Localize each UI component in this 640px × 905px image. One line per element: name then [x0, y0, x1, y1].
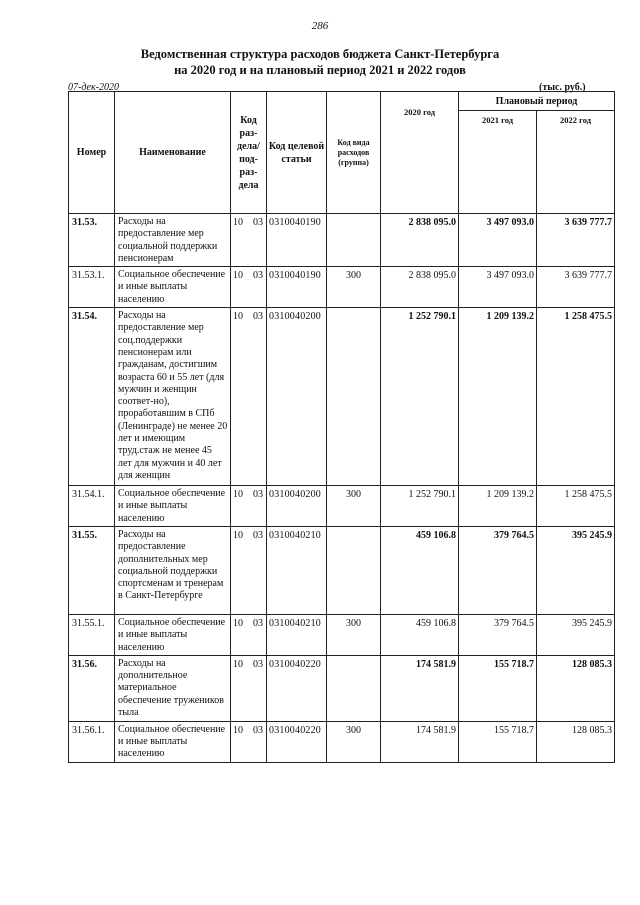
row-amount-2020: 459 106.8 [381, 614, 459, 655]
row-target-code: 0310040220 [267, 721, 327, 762]
document-date: 07-дек-2020 [68, 82, 119, 93]
row-amount-2021: 3 497 093.0 [459, 267, 537, 308]
table-row [69, 526, 615, 614]
row-target-code: 0310040210 [267, 614, 327, 655]
row-target-code: 0310040210 [267, 526, 327, 614]
row-amount-2022: 3 639 777.7 [537, 267, 615, 308]
section-code: 10 [233, 529, 243, 541]
row-amount-2021: 379 764.5 [459, 526, 537, 614]
row-amount-2022: 128 085.3 [537, 655, 615, 721]
section-code: 10 [233, 311, 243, 323]
section-code: 10 [233, 217, 243, 228]
table-body [69, 214, 615, 763]
header-year-2021: 2021 год [459, 111, 537, 214]
row-amount-2021: 155 718.7 [459, 721, 537, 762]
table-row [69, 214, 615, 267]
row-expense-type [327, 214, 381, 267]
row-amount-2022: 395 245.9 [537, 614, 615, 655]
row-amount-2021: 379 764.5 [459, 614, 537, 655]
row-section-code [231, 655, 267, 721]
row-amount-2022: 3 639 777.7 [537, 214, 615, 267]
row-expense-type: 300 [327, 614, 381, 655]
row-name: Расходы на предоставление дополнительных мер социальной поддержки спортсменам и тренерам в Санкт-Петербурге [115, 526, 231, 614]
section-code: 10 [233, 658, 243, 670]
header-section-code: Код раз-дела/ под-раз-дела [231, 92, 267, 214]
row-amount-2021: 1 209 139.2 [459, 486, 537, 527]
subsection-code: 03 [253, 489, 263, 501]
row-amount-2020: 174 581.9 [381, 721, 459, 762]
title-line-1: Ведомственная структура расходов бюджета Санкт-Петербурга [140, 47, 500, 61]
budget-table [68, 91, 615, 763]
row-expense-type [327, 526, 381, 614]
row-name: Расходы на дополнительное материальное обеспечение тружеников тыла [115, 655, 231, 721]
row-amount-2020: 2 838 095.0 [381, 267, 459, 308]
header-year-2022: 2022 год [537, 111, 615, 214]
row-section-code [231, 614, 267, 655]
subsection-code: 03 [253, 658, 263, 670]
row-amount-2020: 1 252 790.1 [381, 486, 459, 527]
header-plan-period: Плановый период [459, 92, 615, 111]
row-name: Социальное обеспечение и иные выплаты населению [115, 486, 231, 527]
table-row [69, 655, 615, 721]
row-target-code: 0310040190 [267, 267, 327, 308]
document-title [0, 46, 640, 78]
row-target-code: 0310040190 [267, 214, 327, 267]
row-amount-2022: 395 245.9 [537, 526, 615, 614]
row-target-code: 0310040200 [267, 486, 327, 527]
row-amount-2021: 155 718.7 [459, 655, 537, 721]
row-amount-2020: 2 838 095.0 [381, 214, 459, 267]
section-code: 10 [233, 724, 243, 736]
section-code: 10 [233, 489, 243, 501]
row-name: Социальное обеспечение и иные выплаты населению [115, 721, 231, 762]
row-number: 31.56. [69, 655, 115, 721]
row-number: 31.56.1. [69, 721, 115, 762]
section-code: 10 [233, 270, 243, 282]
row-amount-2021: 1 209 139.2 [459, 308, 537, 486]
row-section-code [231, 721, 267, 762]
row-name: Расходы на предоставление мер соц.поддержки пенсионерам или гражданам, достигшим возраста 60 и 55 лет (для мужчин и женщин соответ-но), проработавшим в СПб (Ленинграде) не менее 20 лет и имеющим труд.стаж не менее 45 лет для мужчин и 40 лет для женщин [115, 308, 231, 486]
page-number: 286 [311, 20, 329, 32]
subsection-code: 03 [253, 529, 263, 541]
table-row [69, 267, 615, 308]
row-amount-2022: 1 258 475.5 [537, 308, 615, 486]
row-expense-type: 300 [327, 721, 381, 762]
header-number: Номер [69, 92, 115, 214]
row-section-code [231, 214, 267, 267]
row-amount-2022: 1 258 475.5 [537, 486, 615, 527]
row-expense-type: 300 [327, 486, 381, 527]
subsection-code: 03 [253, 311, 263, 323]
row-amount-2020: 174 581.9 [381, 655, 459, 721]
row-expense-type [327, 308, 381, 486]
row-amount-2020: 1 252 790.1 [381, 308, 459, 486]
header-name: Наименование [115, 92, 231, 214]
row-number: 31.55. [69, 526, 115, 614]
row-number: 31.54. [69, 308, 115, 486]
row-section-code [231, 486, 267, 527]
subsection-code: 03 [253, 217, 263, 228]
row-number: 31.53. [69, 214, 115, 267]
table-row [69, 721, 615, 762]
row-name: Социальное обеспечение и иные выплаты населению [115, 267, 231, 308]
row-section-code [231, 308, 267, 486]
header-year-2020: 2020 год [381, 92, 459, 214]
row-section-code [231, 526, 267, 614]
subsection-code: 03 [253, 617, 263, 629]
row-amount-2022: 128 085.3 [537, 721, 615, 762]
title-line-2: на 2020 год и на плановый период 2021 и 2022 годов [174, 63, 466, 77]
row-target-code: 0310040200 [267, 308, 327, 486]
row-name: Социальное обеспечение и иные выплаты населению [115, 614, 231, 655]
row-name: Расходы на предоставление мер социальной поддержки пенсионерам [115, 214, 231, 267]
row-expense-type: 300 [327, 267, 381, 308]
row-target-code: 0310040220 [267, 655, 327, 721]
table-row [69, 308, 615, 486]
subsection-code: 03 [253, 270, 263, 282]
section-code: 10 [233, 617, 243, 629]
row-number: 31.54.1. [69, 486, 115, 527]
row-section-code [231, 267, 267, 308]
subsection-code: 03 [253, 724, 263, 736]
row-amount-2021: 3 497 093.0 [459, 214, 537, 267]
header-target-code: Код целевой статьи [267, 92, 327, 214]
row-number: 31.53.1. [69, 267, 115, 308]
row-number: 31.55.1. [69, 614, 115, 655]
row-expense-type [327, 655, 381, 721]
table-row [69, 614, 615, 655]
units-label: (тыс. руб.) [539, 82, 586, 93]
table-row [69, 486, 615, 527]
row-amount-2020: 459 106.8 [381, 526, 459, 614]
header-expense-type-code: Код вида расходов (группа) [327, 92, 381, 214]
